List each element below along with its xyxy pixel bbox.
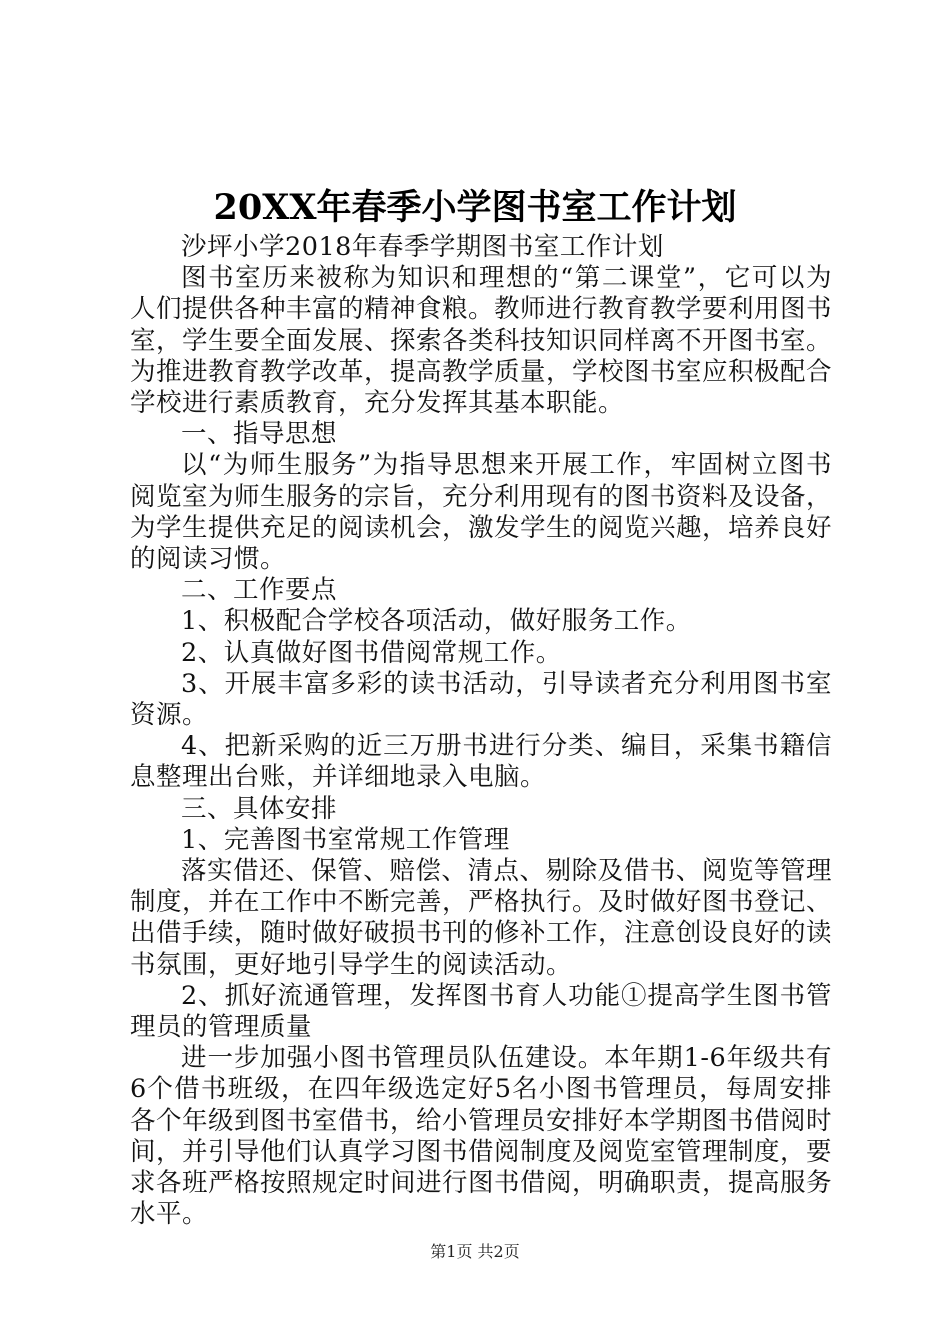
paragraph-guiding-ideology: 以“为师生服务”为指导思想来开展工作，牢固树立图书阅览室为师生服务的宗旨，充分利用现有的图书资料及设备，为学生提供充足的阅读机会，激发学生的阅览兴趣，培养良好的阅读习惯。	[130, 450, 833, 575]
page-footer: 第1页 共2页	[430, 1242, 520, 1261]
document-body	[130, 232, 832, 1231]
list-item-work-point-1: 1、积极配合学校各项活动，做好服务工作。	[181, 606, 692, 637]
list-item-work-point-4: 4、把新采购的近三万册书进行分类、编目，采集书籍信息整理出台账，并详细地录入电脑。	[130, 731, 832, 793]
subheading-circulation-management: 2、抓好流通管理，发挥图书育人功能①提高学生图书管理员的管理质量	[130, 980, 832, 1043]
section-heading-guiding-ideology: 一、指导思想	[181, 419, 338, 450]
section-heading-arrangements: 三、具体安排	[181, 793, 338, 824]
paragraph-librarian-team: 进一步加强小图书管理员队伍建设。本年期1-6年级共有6个借书班级，在四年级选定好5名小图书管理员，每周安排各个年级到图书室借书，给小管理员安排好本学期图书借阅时间，并引导他们认真学习图书借阅制度及阅览室管理制度，要求各班严格按照规定时间进行图书借阅，明确职责，提高服务水平。	[130, 1043, 833, 1230]
paragraph-routine-management: 落实借还、保管、赔偿、清点、剔除及借书、阅览等管理制度，并在工作中不断完善，严格执行。及时做好图书登记、出借手续，随时做好破损书刊的修补工作，注意创设良好的读书氛围，更好地引导学生的阅读活动。	[130, 856, 833, 980]
list-item-work-point-3: 3、开展丰富多彩的读书活动，引导读者充分利用图书室资源。	[130, 668, 832, 731]
paragraph-school-plan-heading: 沙坪小学2018年春季学期图书室工作计划	[181, 232, 664, 262]
paragraph-intro: 图书室历来被称为知识和理想的“第二课堂”，它可以为人们提供各种丰富的精神食粮。教师进行教育教学要利用图书室，学生要全面发展、探索各类科技知识同样离不开图书室。为推进教育教学改革，提高教学质量，学校图书室应积极配合学校进行素质教育，充分发挥其基本职能。	[130, 263, 833, 419]
section-heading-work-points: 二、工作要点	[181, 575, 338, 606]
list-item-work-point-2: 2、认真做好图书借阅常规工作。	[181, 637, 562, 668]
subheading-routine-management: 1、完善图书室常规工作管理	[181, 824, 510, 855]
page-title: 20XX年春季小学图书室工作计划	[213, 187, 737, 228]
